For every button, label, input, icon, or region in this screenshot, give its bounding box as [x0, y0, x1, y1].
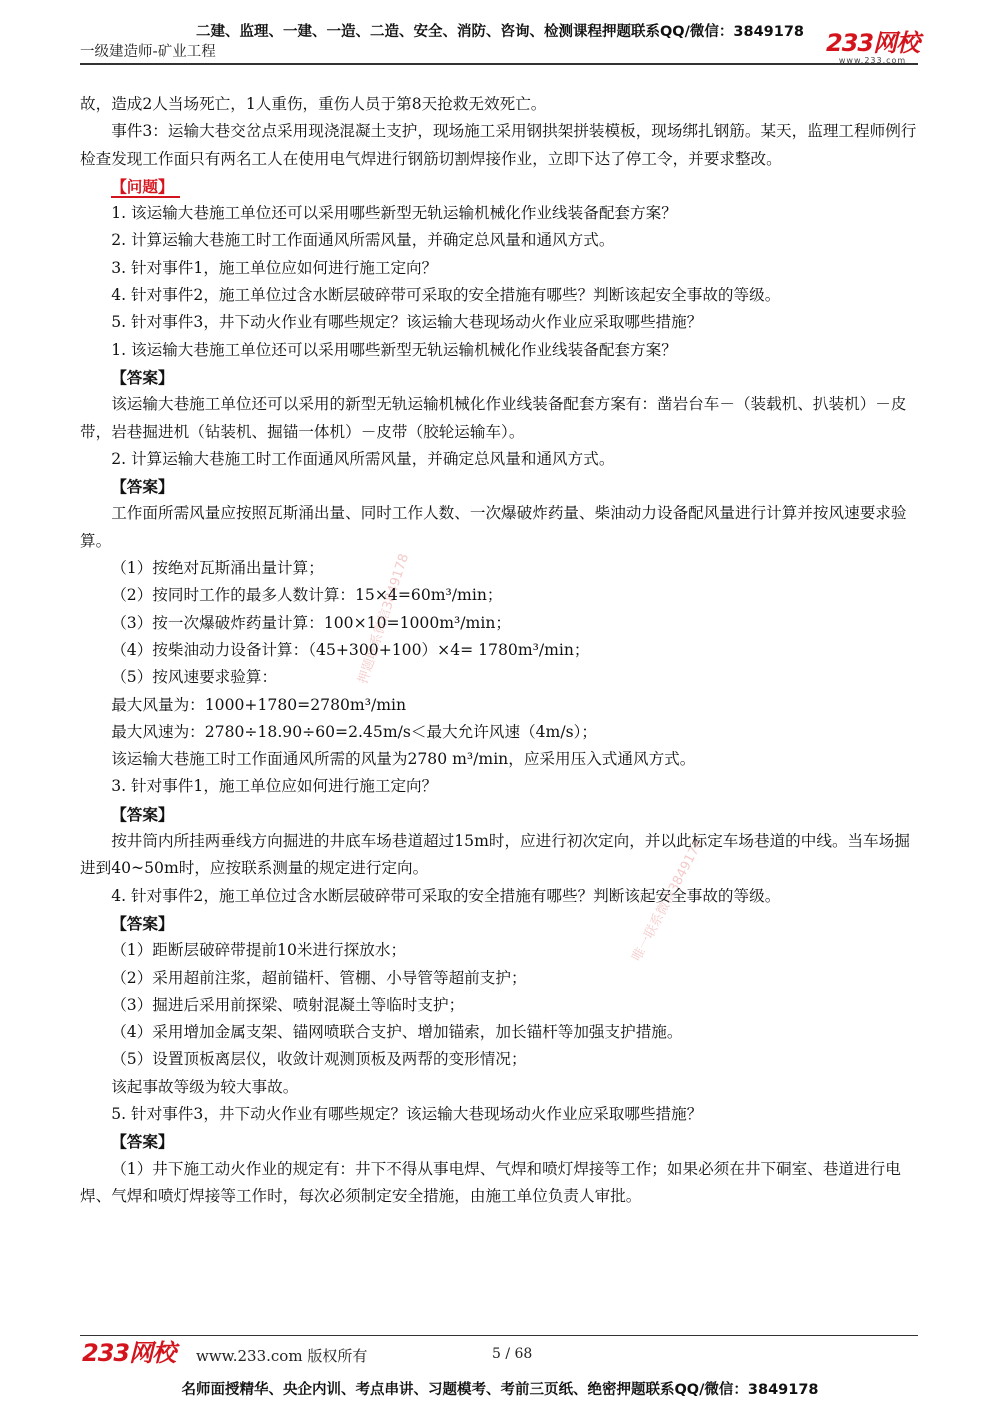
question-2: 2. 计算运输大巷施工时工作面通风所需风量，并确定总风量和通风方式。 [111, 449, 615, 468]
watermark: 唯一联系微信3849178 [629, 836, 707, 964]
answer-label: 【答案】 [111, 913, 174, 933]
question-item: 4. 针对事件2，施工单位过含水断层破碎带可采取的安全措施有哪些？判断该起安全事故的等级。 [111, 286, 781, 305]
answer-2-intro: 工作面所需风量应按照瓦斯涌出量、同时工作人数、一次爆破炸药量、柴油动力设备配风量进行计算并按风速要求验算。 [80, 504, 907, 550]
answer-2-item: （5）按风速要求验算： [111, 668, 278, 687]
document-subject: 一级建造师-矿业工程 [80, 44, 216, 60]
header-logo [826, 30, 919, 65]
answer-2-item: （2）按同时工作的最多人数计算：15×4=60m³/min； [111, 586, 503, 605]
questions-heading: 【问题】 [80, 173, 920, 200]
answer-4-item: （5）设置顶板离层仪，收敛计观测顶板及两帮的变形情况； [111, 1050, 527, 1069]
answer-2-item: （3）按一次爆破炸药量计算：100×10=1000m³/min； [111, 613, 511, 632]
page-number: 5 / 68 [492, 1346, 533, 1362]
document-body [80, 91, 920, 1210]
header-divider [80, 63, 918, 65]
answer-4-item: （1）距断层破碎带提前10米进行探放水； [111, 941, 407, 960]
answer-2-item: （1）按绝对瓦斯涌出量计算； [111, 559, 324, 578]
header-banner: 二建、监理、一建、一造、二造、安全、消防、咨询、检测课程押题联系QQ/微信：3849178 [195, 24, 805, 40]
footer-banner: 名师面授精华、央企内训、考点串讲、习题模考、考前三页纸、绝密押题联系QQ/微信：3849178 [181, 1382, 819, 1398]
answer-4-item: （4）采用增加金属支架、锚网喷联合支护、增加锚索，加长锚杆等加强支护措施。 [111, 1023, 683, 1042]
answer-4-conclusion: 该起事故等级为较大事故。 [111, 1077, 299, 1096]
answer-1: 该运输大巷施工单位还可以采用的新型无轨运输机械化作业线装备配套方案有：凿岩台车－（装载机、扒装机）－皮带，岩巷掘进机（钻装机、掘锚一体机）－皮带（胶轮运输车）。 [80, 395, 907, 441]
logo-url: www.233.com [838, 56, 907, 65]
answer-label: 【答案】 [111, 1132, 174, 1152]
question-item: 3. 针对事件1，施工单位应如何进行施工定向？ [111, 258, 438, 277]
footer-copyright: www.233.com 版权所有 [196, 1347, 368, 1365]
answer-label: 【答案】 [111, 367, 174, 387]
logo-text: 233网校 [826, 29, 920, 57]
answer-4-item: （3）掘进后采用前探梁、喷射混凝土等临时支护； [111, 995, 465, 1014]
answer-label: 【答案】 [111, 804, 174, 824]
footer-logo [82, 1339, 175, 1367]
question-4: 4. 针对事件2，施工单位过含水断层破碎带可采取的安全措施有哪些？判断该起安全事故的等级。 [111, 886, 781, 905]
paragraph: 故，造成2人当场死亡，1人重伤，重伤人员于第8天抢救无效死亡。 [80, 95, 547, 113]
watermark: 押题联系微信3849178 [355, 551, 413, 686]
answer-5-part-1: （1）井下施工动火作业的规定有：井下不得从事电焊、气焊和喷灯焊接等工作；如果必须在井下硐室、巷道进行电焊、气焊和喷灯焊接等工作时，每次必须制定安全措施，由施工单位负责人审批。 [80, 1159, 901, 1205]
question-item: 5. 针对事件3，井下动火作业有哪些规定？该运输大巷现场动火作业应采取哪些措施？ [111, 313, 703, 332]
logo-text: 233网校 [82, 1339, 176, 1367]
answer-label: 【答案】 [111, 477, 174, 497]
answer-2-max-speed: 最大风速为：2780÷18.90÷60=2.45m/s＜最大允许风速（4m/s）； [111, 722, 597, 741]
paragraph-event-3: 事件3：运输大巷交岔点采用现浇混凝土支护，现场施工采用钢拱架拼装模板，现场绑扎钢筋。某天，监理工程师例行检查发现工作面只有两名工人在使用电气焊进行钢筋切割焊接作业，立即下达了停工令，并要求整改。 [80, 122, 917, 168]
question-5: 5. 针对事件3，井下动火作业有哪些规定？该运输大巷现场动火作业应采取哪些措施？ [111, 1104, 703, 1123]
answer-2-item: （4）按柴油动力设备计算：（45+300+100）×4= 1780m³/min； [111, 640, 590, 659]
answer-2-conclusion: 该运输大巷施工时工作面通风所需的风量为2780 m³/min，应采用压入式通风方式。 [111, 750, 696, 769]
answer-4-item: （2）采用超前注浆，超前锚杆、管棚、小导管等超前支护； [111, 968, 527, 987]
answer-3: 按井筒内所挂两垂线方向掘进的井底车场巷道超过15m时，应进行初次定向，并以此标定车场巷道的中线。当车场掘进到40~50m时，应按联系测量的规定进行定向。 [80, 832, 910, 878]
question-1: 1. 该运输大巷施工单位还可以采用哪些新型无轨运输机械化作业线装备配套方案？ [111, 340, 677, 359]
question-item: 1. 该运输大巷施工单位还可以采用哪些新型无轨运输机械化作业线装备配套方案？ [111, 204, 677, 223]
answer-2-max-air: 最大风量为：1000+1780=2780m³/min [111, 695, 407, 714]
question-3: 3. 针对事件1，施工单位应如何进行施工定向？ [111, 777, 438, 796]
footer-divider [80, 1335, 918, 1336]
question-item: 2. 计算运输大巷施工时工作面通风所需风量，并确定总风量和通风方式。 [111, 231, 615, 250]
